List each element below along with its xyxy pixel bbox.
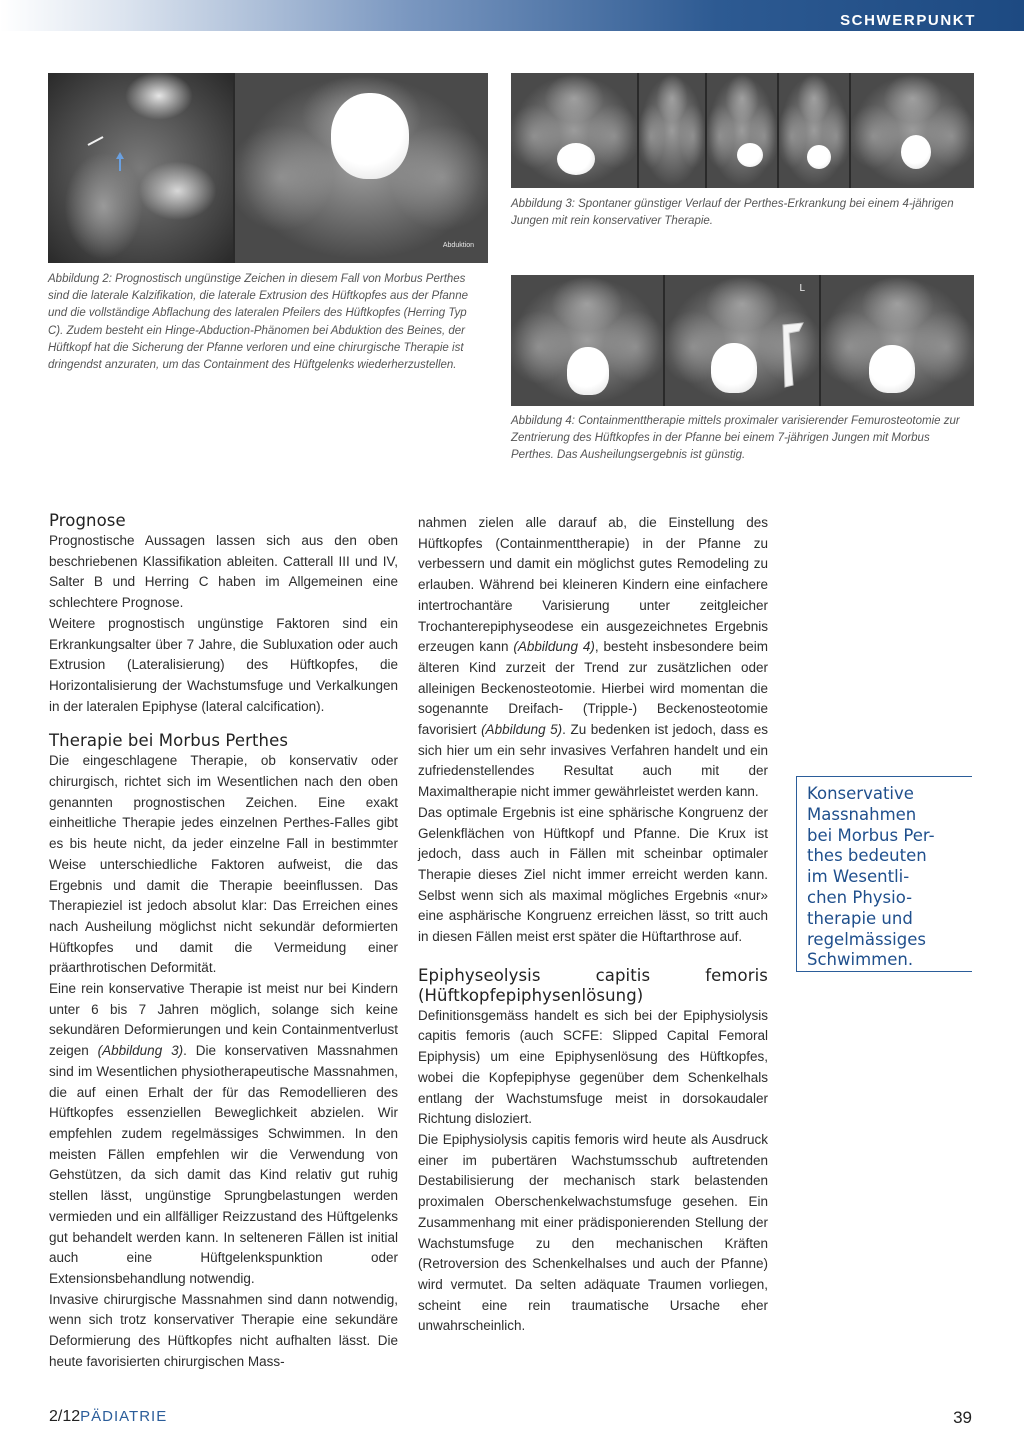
figure-reference[interactable]: (Abbildung 4)	[513, 639, 595, 655]
heading-therapie: Therapie bei Morbus Perthes	[49, 731, 289, 751]
figure-reference[interactable]: (Abbildung 5)	[481, 722, 563, 738]
xray-panel-2	[639, 73, 705, 188]
issue-number: 2/12	[49, 1408, 81, 1425]
xray-panel-2	[665, 275, 819, 406]
paragraph: Invasive chirurgische Massnahmen sind dann notwendig, wenn sich trotz konservativer Therapie eine sekundäre Deformierung des Hüftkopfes nicht aufhalten lässt. Die heute favorisierten chirurgischen Mass-	[49, 1291, 398, 1369]
gonad-shield	[567, 347, 609, 395]
implant-plate	[665, 275, 819, 406]
xray-panel	[235, 73, 488, 263]
gonad-shield	[557, 143, 595, 175]
paragraph: Die eingeschlagene Therapie, ob konservativ oder chirurgisch, richtet sich im Wesentlichen nach den oben genannten prognostischen Zeichen. Eine exakt einheitliche Therapie jedes einzelnen Perthes-Falles gibt es bis heute nicht, da jeder einzelne Fall in bestimmter Weise unterschiedliche Faktoren aufweist, die das Ergebnis und damit die Therapie beeinflussen. Das Therapieziel ist jedoch absolut klar: Das Erreichen eines nach Ausheilung möglichst nicht sekundär deformierten Hüftkopfes und damit die Vermeidung einer präarthrotischen Deformität.	[49, 753, 398, 976]
xray-panel-1	[511, 73, 637, 188]
figure-4-image	[511, 275, 974, 406]
gonad-shield	[869, 345, 915, 393]
figure-2-image	[48, 73, 488, 263]
abduction-label: Abduktion	[442, 242, 474, 249]
xray-panel-1	[511, 275, 663, 406]
gonad-shield	[807, 145, 831, 169]
paragraph: Prognostische Aussagen lassen sich aus den oben beschriebenen Klassifikation ableiten. Catterall III und IV, Salter B und Herring C haben im Allgemeinen eine schlechtere Prognose.	[49, 533, 398, 611]
gonad-shield	[331, 93, 409, 179]
left-column	[49, 511, 398, 1372]
gonad-shield	[901, 135, 931, 169]
figure-4-caption: Abbildung 4: Containmenttherapie mittels proximaler varisierender Femurosteotomie zur Zentrierung des Hüftkopfes in der Pfanne bei einem 7-jährigen Jungen mit Morbus Perthes. Das Ausheilungsergebnis ist günstig.	[511, 415, 960, 462]
heading-epiphyseolysis: Epiphyseolysis capitis femoris (Hüftkopfepiphysenlösung)	[418, 965, 768, 1005]
xray-panel-3	[821, 275, 974, 406]
paragraph: Das optimale Ergebnis ist eine sphärische Kongruenz der Gelenkflächen von Hüftkopf und Pfanne. Die Krux ist jedoch, dass auch in Fällen mit scheinbar optimaler Therapie dieses Ziel nicht immer erreicht werden kann. Selbst wenn sich als maximal mögliches Ergebnis «nur» eine asphärische Kongruenz erreichen lässt, so tritt auch in diesen Fällen meist erst später die Hüftarthrose auf.	[418, 804, 768, 945]
magazine-logo: PÄDIATRIE	[80, 1408, 168, 1425]
figure-3-image	[511, 73, 974, 188]
section-label: SCHWERPUNKT	[840, 12, 976, 29]
figure-3-caption: Abbildung 3: Spontaner günstiger Verlauf der Perthes-Erkrankung bei einem 4-jährigen Jungen mit rein konservativer Therapie.	[511, 198, 954, 228]
figure-2-caption: Abbildung 2: Prognostisch ungünstige Zeichen in diesem Fall von Morbus Perthes sind die laterale Kalzifikation, die laterale Extrusion des Hüftkopfes aus der Pfanne und die vollständige Abflachung des lateralen Pfeilers des Hüftkopfes (Herring Typ C). Zudem besteht ein Hinge-Abduction-Phänomen bei Abduktion des Beines, der Hüftkopf hat die Sicherung der Pfanne verloren und eine chirurgische Therapie ist dringendst anzuraten, um das Containment des Hüftgelenks wiederherzustellen.	[48, 273, 468, 372]
paragraph: Eine rein konservative Therapie ist meist nur bei Kindern unter 6 bis 7 Jahren möglich, solange sich keine sekundären Deformierungen und kein Containmentverlust zeigen (Abbildung 3). Die konservativen Massnahmen sind im Wesentlichen physiotherapeutische Massnahmen, die auf einen Erhalt der für das Remodellieren des Hüftkopfes essenziellen Beweglichkeit abzielen. Wir empfehlen zudem regelmässiges Schwimmen. In den meisten Fällen empfehlen wir die Verwendung von Gehstützen, da sich damit das Kind relativ gut ruhig stellen lässt, ungünstige Sprungbelastungen werden vermieden und ein allfälliger Reizzustand des Hüftgelenks gut behandelt werden kann. In selteneren Fällen ist initial auch eine Hüftgelenkspunktion oder Extensionsbehandlung notwendig.	[49, 981, 398, 1286]
xray-panel-4	[779, 73, 849, 188]
paragraph: nahmen zielen alle darauf ab, die Einstellung des Hüftkopfes (Containmenttherapie) in der Pfanne zu verbessern und damit ein möglichst gutes Remodeling zu erlauben. Während bei kleineren Kindern eine einfachere intertrochantäre Varisierung unter zeitgleicher Trochanterepiphyseodese ein ausgezeichnetes Ergebnis erzeugen kann (Abbildung 4), besteht insbesondere beim älteren Kind zurzeit der Trend zur zusätzlichen oder alleinigen Beckenosteotomie. Hierbei wird momentan die sogenannte Dreifach- (Tripple-) Beckenosteotomie favorisiert (Abbildung 5). Zu bedenken ist jedoch, dass es sich hier um ein sehr invasives Verfahren handelt und ein zufriedenstellendes Resultat auch mit der Maximaltherapie nicht immer gewährleistet werden kann.	[418, 515, 768, 800]
gonad-shield	[737, 143, 763, 167]
xray-panel-3	[707, 73, 777, 188]
right-column	[418, 513, 768, 1337]
mri-panel	[48, 73, 233, 263]
paragraph: Die Epiphysiolysis capitis femoris wird heute als Ausdruck einer im pubertären Wachstumsschub auftretenden Destabilisierung der mechanisch stark belastenden proximalen Oberschenkelwachstumsfuge gesehen. Ein Zusammenhang mit einer prädisponierenden Stellung der Wachstumsfuge zu den mechanischen Kräften (Retroversion des Schenkelhalses und auch der Pfanne) wird vermutet. Da selten adäquate Traumen vorliegen, scheint eine rein traumatische Ursache eher unwahrscheinlich.	[418, 1131, 768, 1334]
mri-annotations	[48, 73, 233, 263]
page-number: 39	[953, 1408, 972, 1427]
pull-quote: Konservative Massnahmen bei Morbus Per- thes bedeuten im Wesentli- chen Physio- therapie und regelmässiges Schwimmen.	[796, 776, 972, 972]
side-marker: L	[799, 283, 805, 294]
xray-panel-5	[851, 73, 974, 188]
heading-prognose: Prognose	[49, 511, 126, 530]
footer-issue	[49, 1408, 167, 1426]
paragraph: Weitere prognostisch ungünstige Faktoren sind ein Erkrankungsalter über 7 Jahre, die Subluxation oder auch Extrusion (Lateralisierung) des Hüftkopfes, die Horizontalisierung der Wachstumsfuge und Verkalkungen in der lateralen Epiphyse (lateral calcification).	[49, 615, 398, 714]
figure-reference[interactable]: (Abbildung 3)	[97, 1043, 184, 1059]
paragraph: Definitionsgemäss handelt es sich bei der Epiphysiolysis capitis femoris (auch SCFE: Slipped Capital Femoral Epiphysis) um eine Epiphysenlösung des Hüftkopfes, wobei die Kopfepiphyse gegenüber dem Schenkelhals entlang der Wachstumsfuge meist in dorsokaudaler Richtung disloziert.	[418, 1007, 768, 1127]
